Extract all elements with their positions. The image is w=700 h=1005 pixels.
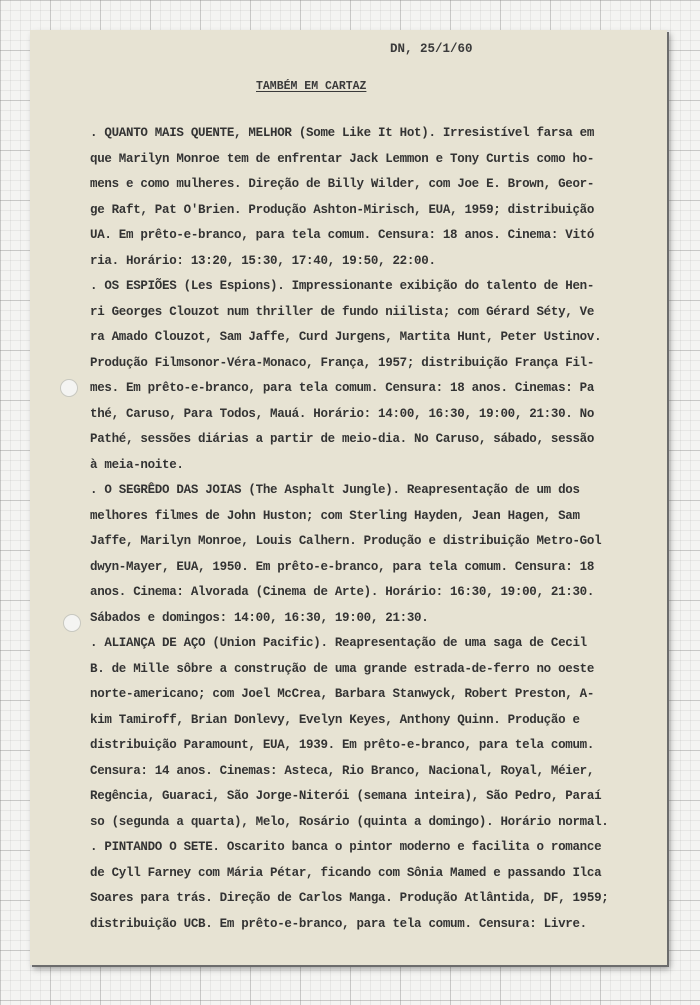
text-line: ge Raft, Pat O'Brien. Produção Ashton-Mirisch, EUA, 1959; distribuição — [90, 202, 595, 217]
text-line: ra Amado Clouzot, Sam Jaffe, Curd Jurgens, Martita Hunt, Peter Ustinov. — [90, 330, 602, 344]
text-line: . O SEGRÊDO DAS JOIAS (The Asphalt Jungle). Reapresentação de um dos — [90, 483, 580, 497]
text-line: anos. Cinema: Alvorada (Cinema de Arte). Horário: 16:30, 19:00, 21:30. — [90, 585, 595, 599]
text-line: Pathé, sessões diárias a partir de meio-dia. No Caruso, sábado, sessão — [90, 432, 595, 446]
text-line: à meia-noite. — [90, 457, 184, 472]
text-line: . QUANTO MAIS QUENTE, MELHOR (Some Like It Hot). Irresistível farsa em — [90, 126, 595, 140]
text-line: . OS ESPIÕES (Les Espions). Impressionante exibição do talento de Hen- — [90, 279, 595, 293]
text-line: que Marilyn Monroe tem de enfrentar Jack Lemmon e Tony Curtis como ho- — [90, 151, 595, 166]
text-line: . ALIANÇA DE AÇO (Union Pacific). Reapresentação de uma saga de Cecil — [90, 636, 587, 650]
text-line: norte-americano; com Joel McCrea, Barbara Stanwyck, Robert Preston, A- — [90, 687, 595, 701]
document-date: DN, 25/1/60 — [390, 42, 473, 56]
text-line: Soares para trás. Direção de Carlos Manga. Produção Atlântida, DF, 1959; — [90, 891, 609, 905]
text-line: Sábados e domingos: 14:00, 16:30, 19:00, 21:30. — [90, 610, 429, 625]
text-line: de Cyll Farney com Mária Pétar, ficando com Sônia Mamed e passando Ilca — [90, 865, 602, 880]
text-line: Regência, Guaraci, São Jorge-Niterói (semana inteira), São Pedro, Paraí — [90, 789, 602, 803]
text-line: dwyn-Mayer, EUA, 1950. Em prêto-e-branco, para tela comum. Censura: 18 — [90, 559, 595, 574]
punch-hole-top — [60, 379, 78, 397]
text-line: ri Georges Clouzot num thriller de fundo niilista; com Gérard Séty, Ve — [90, 304, 595, 319]
text-line: so (segunda a quarta), Melo, Rosário (quinta a domingo). Horário normal. — [90, 814, 609, 829]
text-line: Jaffe, Marilyn Monroe, Louis Calhern. Produção e distribuição Metro-Gol — [90, 534, 602, 548]
document-heading: TAMBÉM EM CARTAZ — [256, 80, 367, 93]
text-line: . PINTANDO O SETE. Oscarito banca o pintor moderno e facilita o romance — [90, 840, 602, 854]
text-line: mens e como mulheres. Direção de Billy Wilder, com Joe E. Brown, Geor- — [90, 177, 595, 191]
text-line: thé, Caruso, Para Todos, Mauá. Horário: 14:00, 16:30, 19:00, 21:30. No — [90, 406, 595, 421]
text-line: Produção Filmsonor-Véra-Monaco, França, 1957; distribuição França Fil- — [90, 355, 595, 370]
text-line: mes. Em prêto-e-branco, para tela comum. Censura: 18 anos. Cinemas: Pa — [90, 381, 595, 395]
text-line: melhores filmes de John Huston; com Sterling Hayden, Jean Hagen, Sam — [90, 508, 580, 523]
text-line: B. de Mille sôbre a construção de uma grande estrada-de-ferro no oeste — [90, 661, 595, 676]
document-body — [90, 121, 642, 937]
text-line: kim Tamiroff, Brian Donlevy, Evelyn Keyes, Anthony Quinn. Produção e — [90, 712, 580, 727]
text-line: UA. Em prêto-e-branco, para tela comum. Censura: 18 anos. Cinema: Vitó — [90, 228, 595, 242]
text-line: ria. Horário: 13:20, 15:30, 17:40, 19:50, 22:00. — [90, 253, 436, 268]
text-line: Censura: 14 anos. Cinemas: Asteca, Rio Branco, Nacional, Royal, Méier, — [90, 763, 595, 778]
typed-document-sheet — [30, 30, 667, 965]
text-line: distribuição Paramount, EUA, 1939. Em prêto-e-branco, para tela comum. — [90, 738, 595, 752]
punch-hole-bottom — [63, 614, 81, 632]
text-line: distribuição UCB. Em prêto-e-branco, para tela comum. Censura: Livre. — [90, 916, 587, 931]
